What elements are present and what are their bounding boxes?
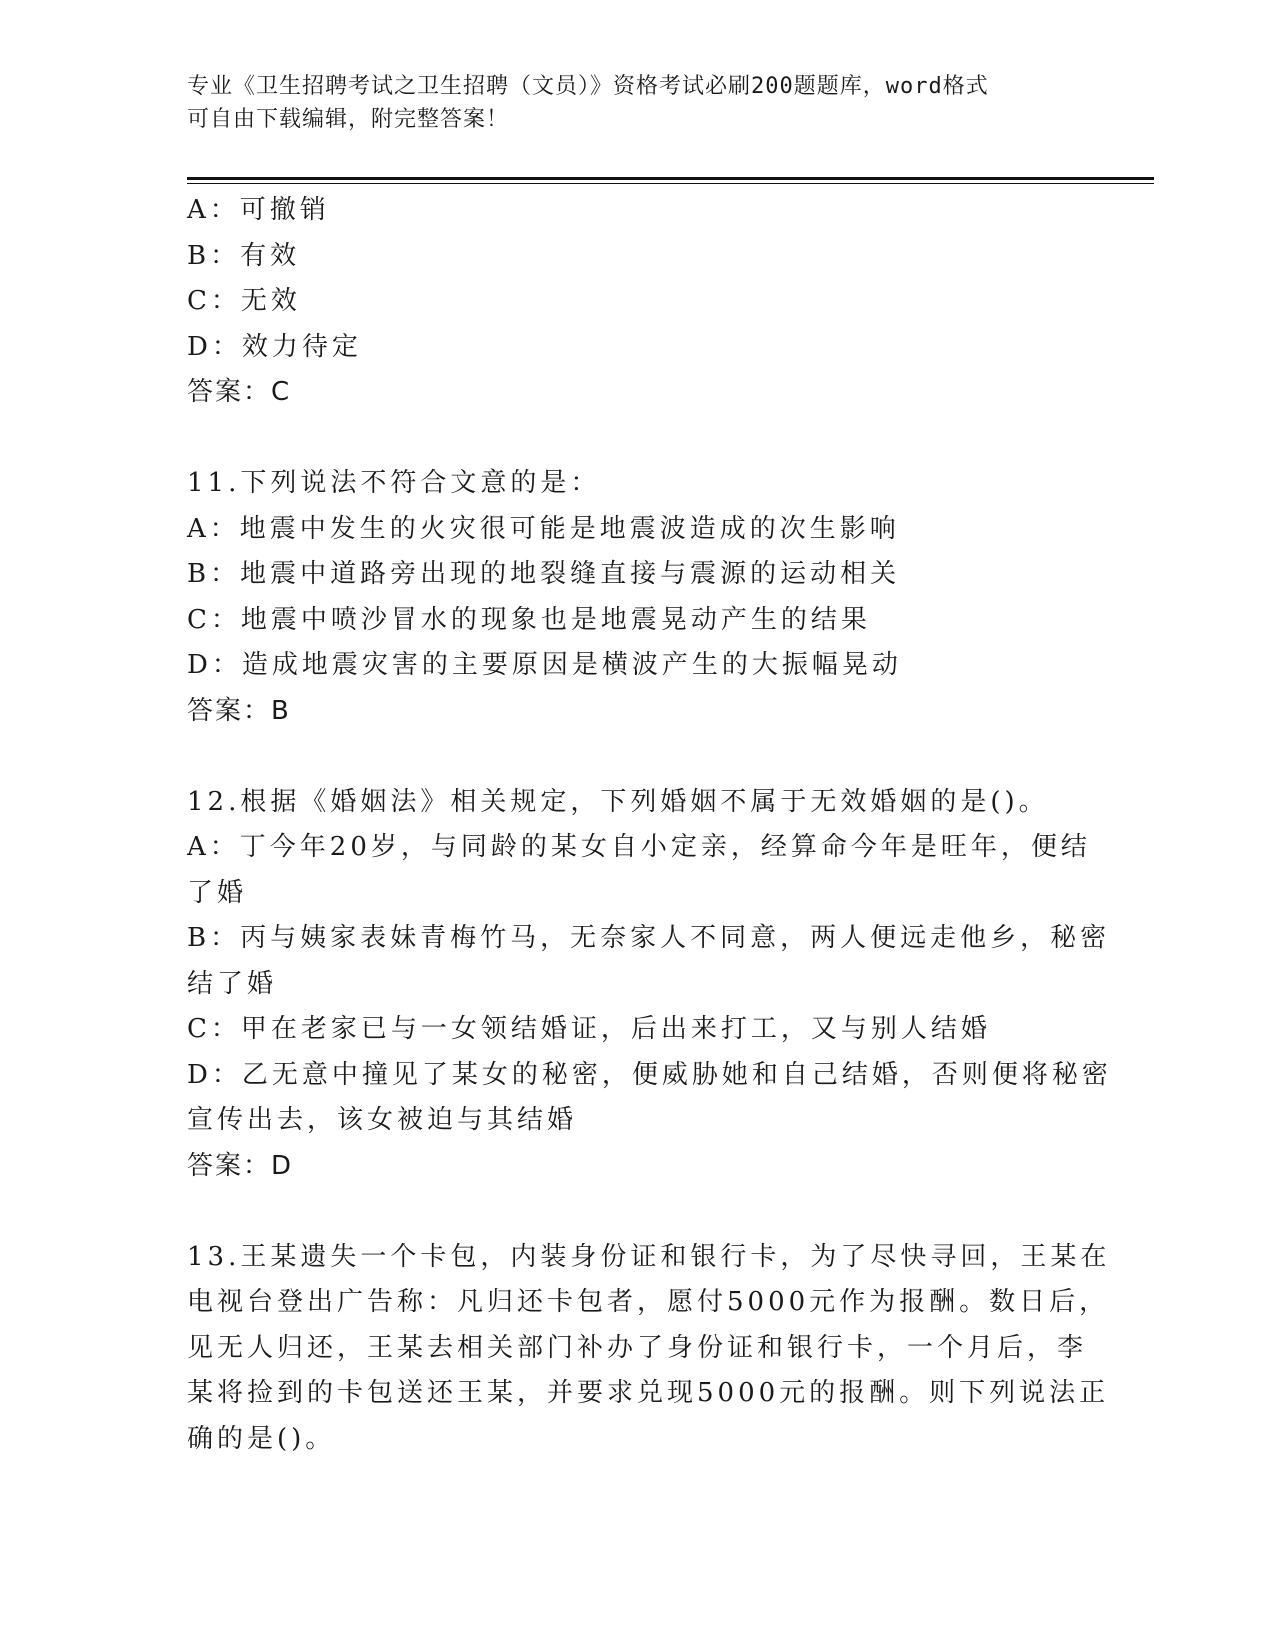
option-c: C：无效 xyxy=(187,286,301,316)
option-b-line-1: B：丙与姨家表妹青梅竹马，无奈家人不同意，两人便远走他乡，秘密 xyxy=(187,923,1111,953)
option-c: C：地震中喷沙冒水的现象也是地震晃动产生的结果 xyxy=(187,604,871,635)
question-11 xyxy=(187,461,1087,734)
document-header xyxy=(187,70,1087,136)
option-a-line-1: A：丁今年20岁，与同龄的某女自小定亲，经算命今年是旺年，便结 xyxy=(187,832,1091,862)
answer-line: 答案：D xyxy=(187,1150,294,1181)
question-stem-line-1: 13.王某遗失一个卡包，内装身份证和银行卡，为了尽快寻回，王某在 xyxy=(187,1241,1111,1272)
spacer xyxy=(187,734,1087,780)
question-stem-line-5: 确的是()。 xyxy=(187,1423,336,1454)
option-d: D：效力待定 xyxy=(187,331,362,362)
header-rule-thick xyxy=(187,177,1154,180)
header-rule-thin xyxy=(187,183,1154,184)
option-b: B：地震中道路旁出现的地裂缝直接与震源的运动相关 xyxy=(187,559,901,589)
answer-line: 答案：B xyxy=(187,695,291,726)
option-d: D：造成地震灾害的主要原因是横波产生的大振幅晃动 xyxy=(187,650,902,680)
option-b-line-2: 结了婚 xyxy=(187,968,278,999)
header-line-1: 专业《卫生招聘考试之卫生招聘（文员）》资格考试必刷200题题库，word格式 xyxy=(187,74,989,99)
question-13 xyxy=(187,1235,1111,1463)
question-stem: 11.下列说法不符合文意的是： xyxy=(187,468,601,498)
option-d-line-1: D：乙无意中撞见了某女的秘密，便威胁她和自己结婚，否则便将秘密 xyxy=(187,1059,1112,1090)
question-12 xyxy=(187,780,1112,1190)
question-stem-line-4: 某将捡到的卡包送还王某，并要求兑现5000元的报酬。则下列说法正 xyxy=(187,1378,1110,1408)
option-d-line-2: 宣传出去，该女被迫与其结婚 xyxy=(187,1105,578,1135)
option-a-line-2: 了婚 xyxy=(187,877,248,908)
question-stem-line-2: 电视台登出广告称：凡归还卡包者，愿付5000元作为报酬。数日后， xyxy=(187,1287,1110,1317)
option-a: A：地震中发生的火灾很可能是地震波造成的次生影响 xyxy=(187,513,900,544)
question-stem-line-3: 见无人归还，王某去相关部门补办了身份证和银行卡，一个月后，李 xyxy=(187,1332,1088,1363)
question-content xyxy=(187,188,1112,1462)
option-b: B：有效 xyxy=(187,240,301,271)
option-c: C：甲在老家已与一女领结婚证，后出来打工，又与别人结婚 xyxy=(187,1014,991,1044)
question-10 xyxy=(187,188,1087,416)
header-line-2: 可自由下载编辑，附完整答案！ xyxy=(187,107,510,132)
option-a: A：可撤销 xyxy=(187,195,330,225)
question-stem: 12.根据《婚姻法》相关规定，下列婚姻不属于无效婚姻的是()。 xyxy=(187,786,1049,817)
spacer xyxy=(187,1189,1087,1235)
answer-line: 答案：C xyxy=(187,377,292,407)
spacer xyxy=(187,416,1087,462)
